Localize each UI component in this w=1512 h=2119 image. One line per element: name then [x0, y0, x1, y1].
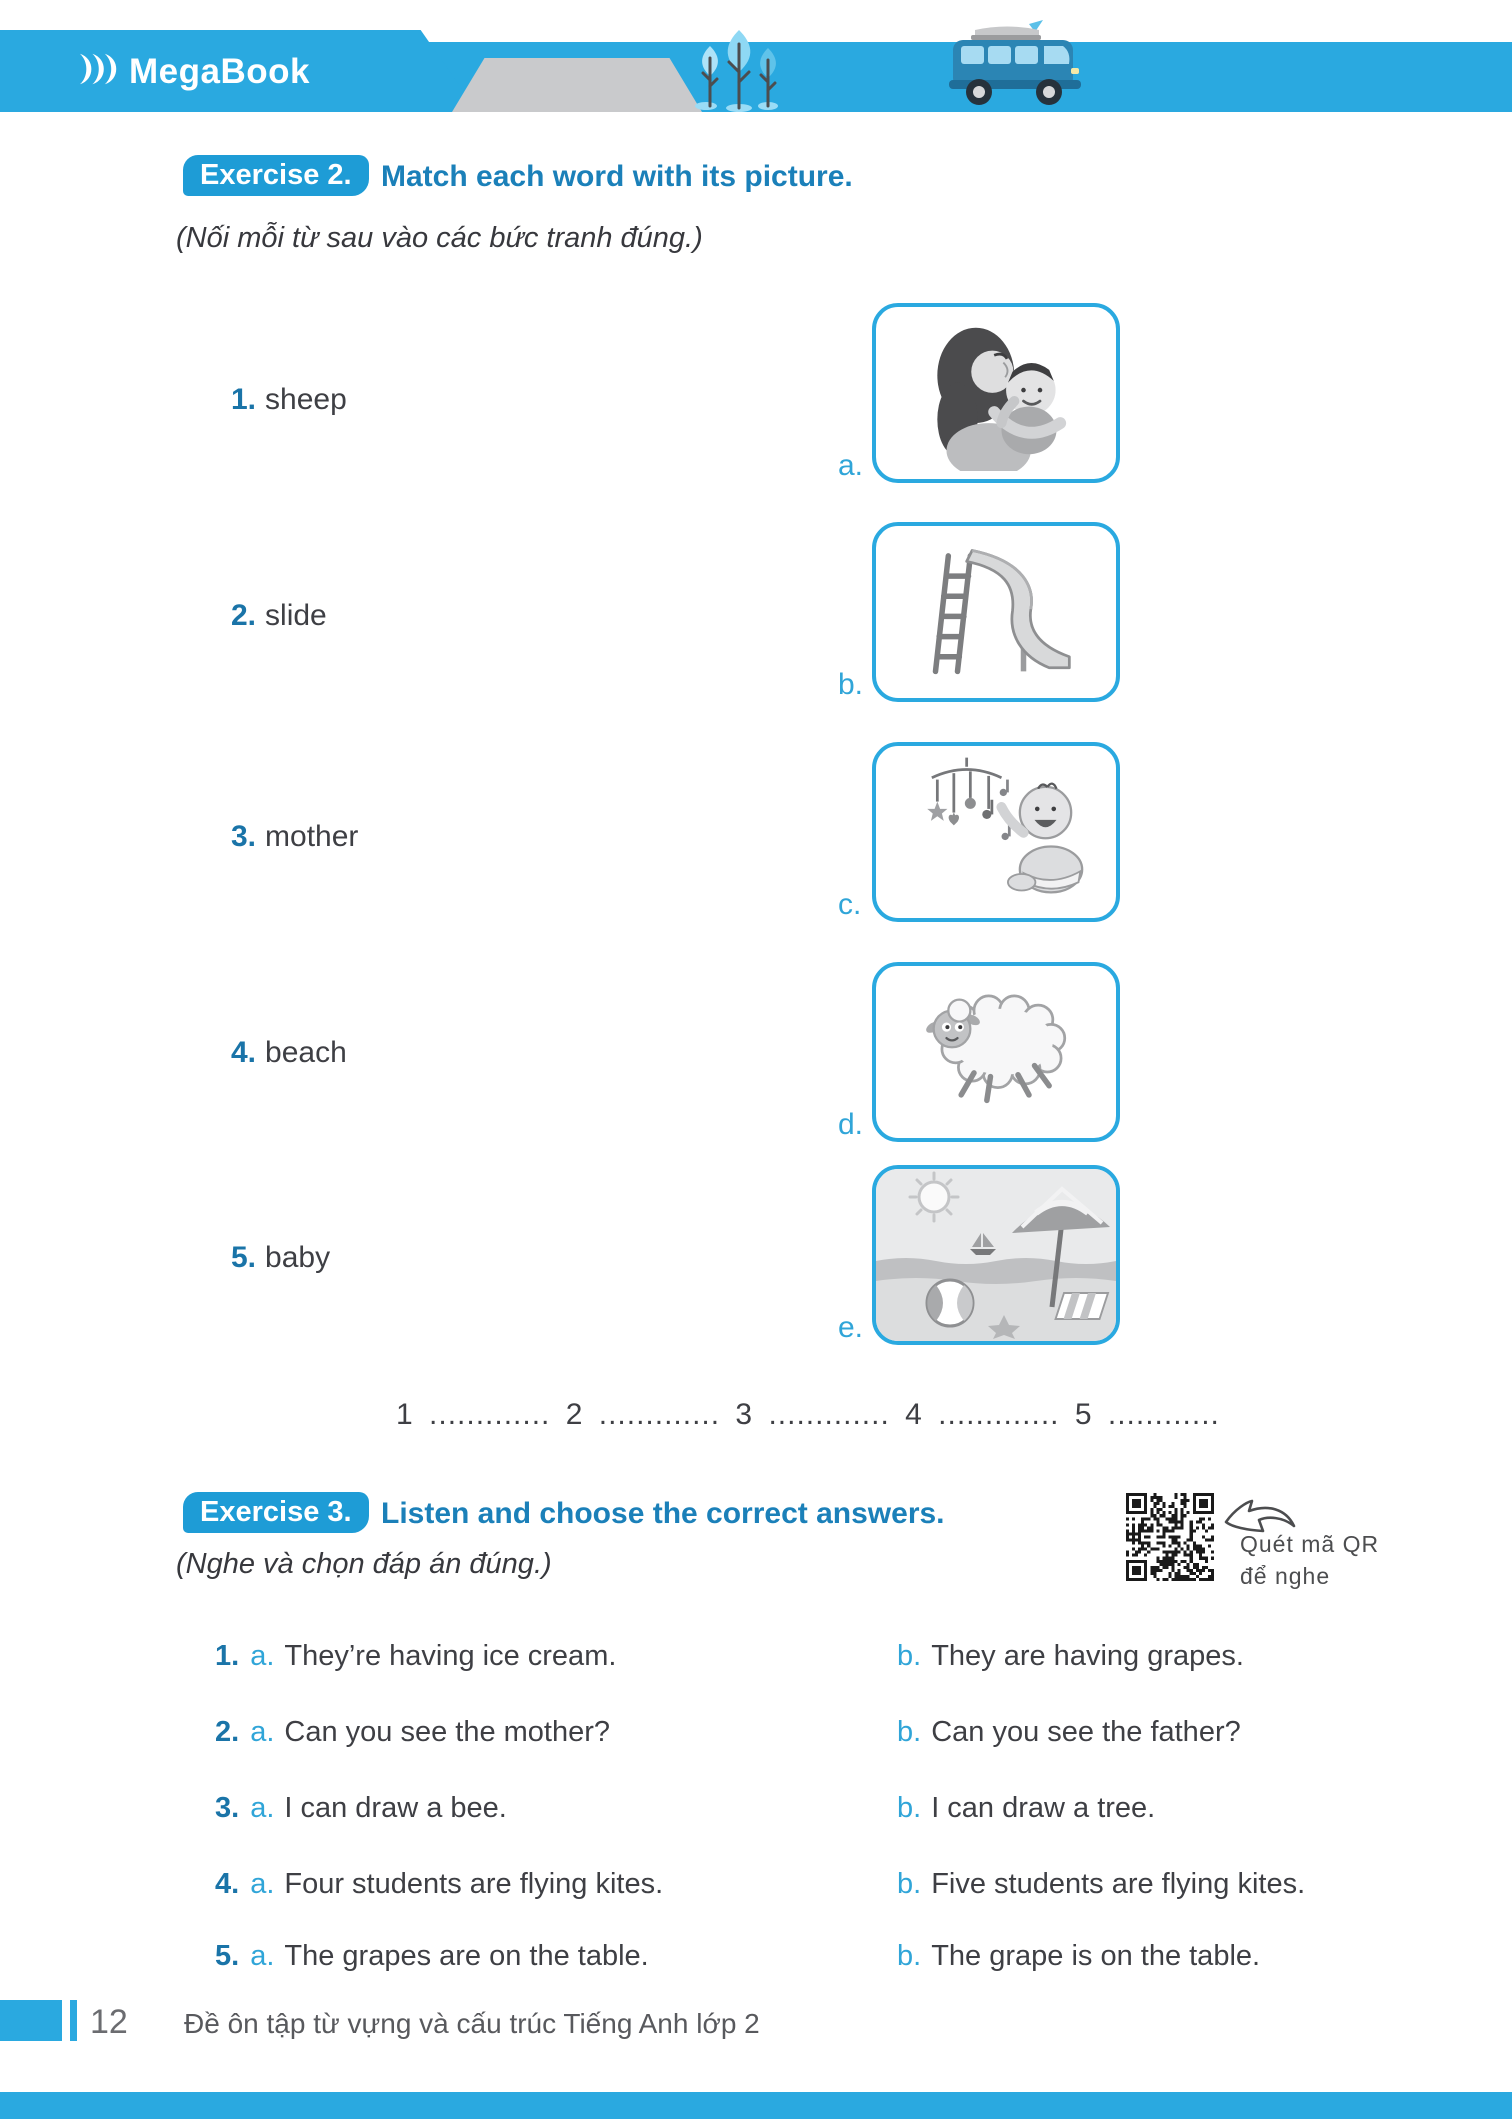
picture-box-b	[872, 522, 1120, 702]
qr-code	[1126, 1493, 1214, 1581]
word-number: 3.	[231, 820, 257, 853]
exercise-3-badge-label: Exercise 3.	[200, 1496, 352, 1528]
picture-box-a	[872, 303, 1120, 483]
option-b-text: Can you see the father?	[931, 1716, 1241, 1748]
footer-book-title: Đề ôn tập từ vựng và cấu trúc Tiếng Anh lớp 2	[184, 2008, 760, 2039]
option-a-letter: a.	[250, 1792, 275, 1824]
picture-label-a: a.	[838, 449, 864, 482]
question-3-option-b	[897, 1792, 1155, 1825]
word-number: 2.	[231, 599, 257, 632]
question-row-4	[0, 1868, 1512, 1908]
picture-label-b: b.	[838, 668, 864, 701]
option-b-letter: b.	[897, 1640, 922, 1672]
question-number: 3.	[215, 1792, 240, 1824]
question-3-option-a	[215, 1792, 507, 1825]
question-2-option-a	[215, 1716, 610, 1749]
question-row-3	[0, 1792, 1512, 1832]
word-text: mother	[265, 820, 359, 853]
beach-illustration	[876, 1169, 1116, 1341]
word-number: 5.	[231, 1241, 257, 1274]
exercise-2-instruction-vi: (Nối mỗi từ sau vào các bức tranh đúng.)	[176, 222, 703, 254]
option-b-text: Five students are flying kites.	[931, 1868, 1306, 1900]
qr-caption-line1: Quét mã QR	[1240, 1531, 1380, 1557]
option-a-letter: a.	[250, 1716, 275, 1748]
word-number: 4.	[231, 1036, 257, 1069]
exercise-2-title: Match each word with its picture.	[381, 160, 853, 193]
word-text: slide	[265, 599, 327, 632]
word-item	[231, 599, 327, 633]
exercise-3-title: Listen and choose the correct answers.	[381, 1497, 945, 1530]
question-5-option-b	[897, 1940, 1260, 1973]
question-number: 2.	[215, 1716, 240, 1748]
question-row-1	[0, 1640, 1512, 1680]
option-a-text: The grapes are on the table.	[284, 1940, 649, 1972]
exercise-2-badge-label: Exercise 2.	[200, 159, 352, 191]
qr-caption	[1240, 1528, 1379, 1592]
word-text: beach	[265, 1036, 347, 1069]
brand-logo	[78, 50, 310, 93]
word-item	[231, 1036, 347, 1070]
question-4-option-a	[215, 1868, 663, 1901]
footer-accent-square	[0, 2000, 62, 2041]
slide-illustration	[886, 530, 1106, 695]
picture-label-c: c.	[838, 888, 862, 921]
option-b-text: They are having grapes.	[931, 1640, 1244, 1672]
footer-accent-bar	[70, 2000, 77, 2041]
question-1-option-b	[897, 1640, 1244, 1673]
option-b-letter: b.	[897, 1940, 922, 1972]
option-a-letter: a.	[250, 1640, 275, 1672]
exercise-2-badge	[183, 155, 369, 196]
page-number: 12	[90, 2003, 128, 2041]
picture-box-c	[872, 742, 1120, 922]
sheep-illustration	[886, 970, 1106, 1135]
mother-and-baby-illustration	[886, 311, 1106, 476]
option-b-text: I can draw a tree.	[931, 1792, 1156, 1824]
question-number: 5.	[215, 1940, 240, 1972]
option-a-letter: a.	[250, 1940, 275, 1972]
megabook-arcs-icon	[78, 50, 122, 93]
word-item	[231, 820, 358, 854]
picture-box-e	[872, 1165, 1120, 1345]
question-1-option-a	[215, 1640, 616, 1673]
question-4-option-b	[897, 1868, 1305, 1901]
baby-with-mobile-illustration	[886, 750, 1106, 915]
trees-icon	[688, 28, 790, 112]
qr-caption-line2: để nghe	[1240, 1563, 1331, 1589]
answer-line: 1 ............. 2 ............. 3 ............. 4 ............. 5 ............	[396, 1398, 1220, 1431]
footer-band	[0, 2092, 1512, 2119]
option-b-letter: b.	[897, 1716, 922, 1748]
option-a-text: They’re having ice cream.	[284, 1640, 617, 1672]
question-row-2	[0, 1716, 1512, 1756]
option-a-text: I can draw a bee.	[284, 1792, 507, 1824]
option-b-letter: b.	[897, 1868, 922, 1900]
option-a-text: Four students are flying kites.	[284, 1868, 664, 1900]
option-b-text: The grape is on the table.	[931, 1940, 1261, 1972]
option-a-letter: a.	[250, 1868, 275, 1900]
gray-hill-decoration	[452, 58, 702, 112]
question-2-option-b	[897, 1716, 1241, 1749]
option-b-letter: b.	[897, 1792, 922, 1824]
word-item	[231, 1241, 330, 1275]
question-number: 1.	[215, 1640, 240, 1672]
question-row-5	[0, 1940, 1512, 1980]
word-text: sheep	[265, 383, 347, 416]
picture-label-d: d.	[838, 1108, 864, 1141]
option-a-text: Can you see the mother?	[284, 1716, 611, 1748]
question-5-option-a	[215, 1940, 649, 1973]
word-number: 1.	[231, 383, 257, 416]
question-number: 4.	[215, 1868, 240, 1900]
brand-logo-text: MegaBook	[129, 51, 310, 91]
picture-label-e: e.	[838, 1311, 864, 1344]
exercise-3-badge	[183, 1492, 369, 1533]
van-icon	[945, 20, 1087, 112]
word-text: baby	[265, 1241, 331, 1274]
word-item	[231, 383, 347, 417]
exercise-3-instruction-vi: (Nghe và chọn đáp án đúng.)	[176, 1548, 552, 1580]
picture-box-d	[872, 962, 1120, 1142]
